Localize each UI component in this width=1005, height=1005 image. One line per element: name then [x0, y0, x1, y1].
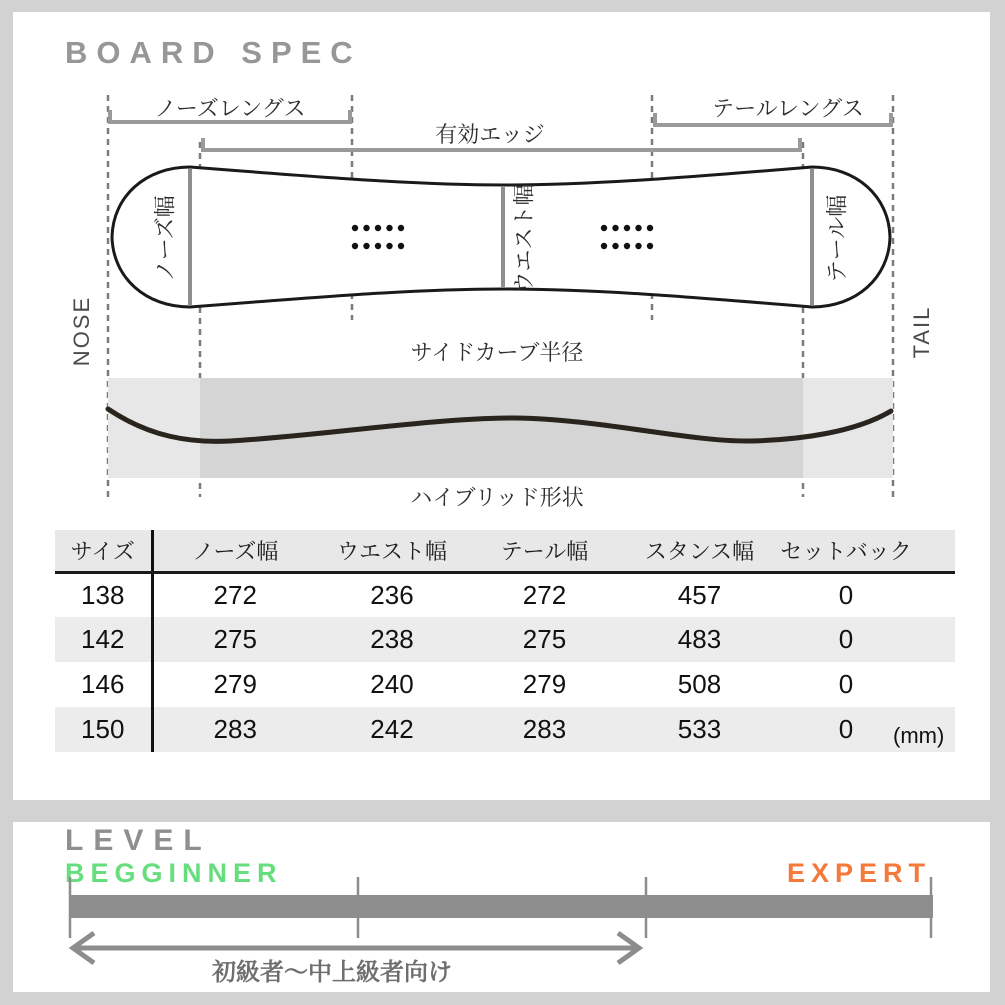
table-row: [55, 572, 955, 617]
waist-width-label: ウエスト幅: [511, 183, 537, 294]
cell-nose-width: 272: [213, 579, 257, 610]
expert-label: EXPERT: [786, 858, 931, 888]
profile-band: [108, 378, 893, 478]
cell-stance-width: 457: [677, 579, 722, 610]
tail-width-label: テール幅: [824, 194, 850, 283]
size-spec-table: [55, 530, 955, 752]
cell-waist-width: 242: [370, 714, 414, 744]
hybrid-shape-label: ハイブリッド形状: [410, 485, 584, 510]
level-bar: [70, 895, 933, 918]
tail-length-label: テールレングス: [712, 96, 864, 121]
tail-end-label: TAIL: [909, 305, 934, 359]
cell-setback: 0: [838, 624, 854, 654]
cell-setback: 0: [838, 714, 854, 744]
col-header-size: サイズ: [55, 530, 152, 572]
col-header-stance-width: スタンス幅: [622, 530, 777, 572]
cell-size: 150: [55, 707, 152, 752]
cell-stance-width: 483: [677, 624, 722, 654]
cell-setback: 0: [838, 669, 854, 699]
cell-size: 142: [55, 617, 152, 662]
board-spec-title: BOARD SPEC: [65, 35, 362, 70]
table-row: [55, 662, 955, 707]
table-row: [55, 707, 955, 752]
table-header-row: [55, 530, 955, 572]
cell-tail-width: 279: [522, 669, 567, 699]
cell-stance-width: 533: [677, 714, 722, 744]
cell-waist-width: 236: [370, 579, 414, 610]
nose-end-label: NOSE: [69, 295, 94, 367]
col-header-waist-width: ウエスト幅: [317, 530, 467, 572]
level-range-label: 初級者〜中上級者向け: [212, 959, 452, 986]
cell-setback: 0: [838, 579, 854, 610]
col-header-tail-width: テール幅: [467, 530, 622, 572]
cell-waist-width: 238: [370, 624, 414, 654]
cell-nose-width: 283: [213, 714, 257, 744]
col-header-nose-width: ノーズ幅: [152, 530, 317, 572]
unit-note: (mm): [893, 723, 945, 748]
cell-size: 138: [55, 572, 152, 617]
cell-tail-width: 272: [522, 579, 567, 610]
cell-waist-width: 240: [370, 669, 414, 699]
cell-size: 146: [55, 662, 152, 707]
cell-stance-width: 508: [677, 669, 722, 699]
level-title: LEVEL: [65, 824, 212, 857]
cell-nose-width: 279: [213, 669, 257, 699]
effective-edge-label: 有効エッジ: [435, 122, 545, 147]
cell-nose-width: 275: [213, 624, 257, 654]
cell-tail-width: 283: [522, 714, 567, 744]
nose-width-label: ノーズ幅: [152, 195, 178, 282]
cell-tail-width: 275: [522, 624, 567, 654]
nose-length-label: ノーズレングス: [154, 96, 306, 121]
table-row: [55, 617, 955, 662]
beginner-label: BEGGINNER: [65, 858, 283, 888]
sidecurve-radius-label: サイドカーブ半径: [410, 340, 584, 365]
col-header-setback: セットバック: [777, 530, 955, 572]
